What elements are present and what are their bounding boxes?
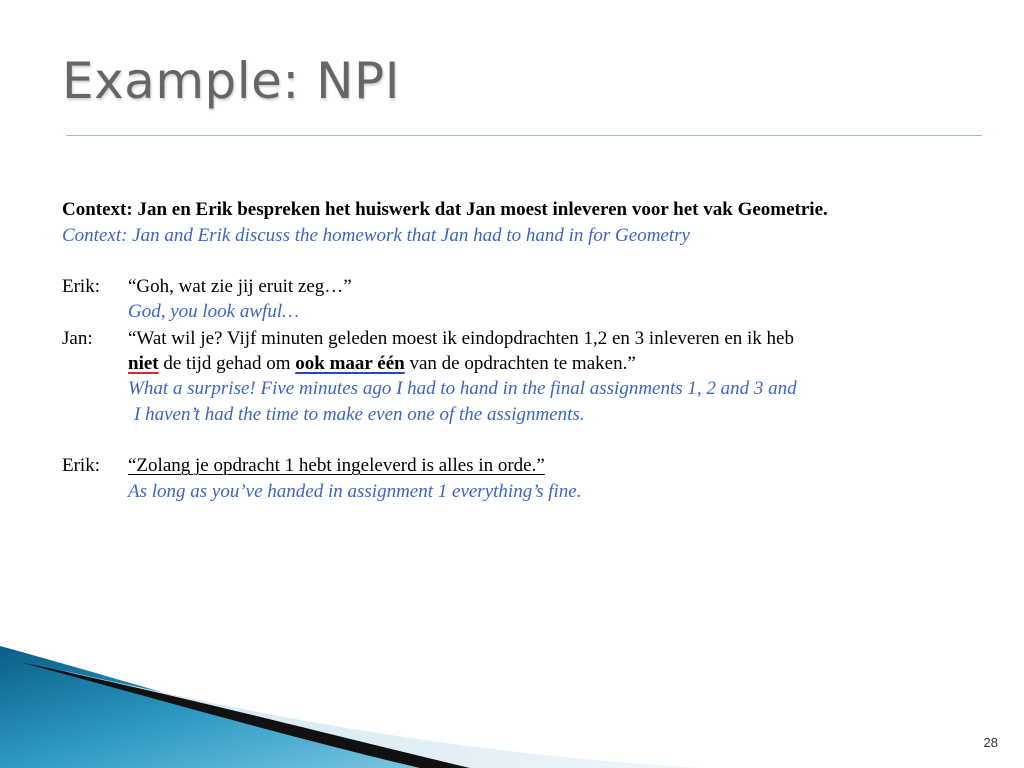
jan-line-dutch-2-end: van de opdrachten te maken.” (404, 353, 636, 374)
speaker-erik: Erik: (62, 276, 100, 297)
jan-line-dutch-2 (128, 352, 636, 376)
context-dutch: Context: Jan en Erik bespreken het huiswerk dat Jan moest inleveren voor het vak Geometrie. (62, 199, 828, 220)
title-divider (66, 135, 982, 136)
jan-line-english-1: What a surprise! Five minutes ago I had to hand in the final assignments 1, 2 and 3 and (128, 378, 797, 399)
jan-line-dutch-2-mid: de tijd gehad om (158, 353, 296, 374)
context-english: Context: Jan and Erik discuss the homework that Jan had to hand in for Geometry (62, 225, 690, 246)
decorative-swoosh (0, 640, 700, 768)
slide-title: Example: NPI (62, 52, 400, 110)
speaker-jan: Jan: (62, 328, 93, 349)
erik-line-english: God, you look awful… (128, 301, 299, 322)
erik-line-dutch: “Goh, wat zie jij eruit zeg…” (128, 276, 352, 297)
speaker-erik-2: Erik: (62, 455, 100, 476)
page-number: 28 (983, 735, 998, 750)
jan-line-dutch-1: “Wat wil je? Vijf minuten geleden moest ik eindopdrachten 1,2 en 3 inleveren en ik heb (128, 328, 794, 349)
jan-line-english-2: I haven’t had the time to make even one of the assignments. (134, 404, 585, 425)
highlight-ook-maar-een: ook maar één (295, 353, 405, 374)
erik-reply-dutch: “Zolang je opdracht 1 hebt ingeleverd is alles in orde.” (128, 455, 545, 476)
highlight-niet: niet (128, 353, 159, 374)
erik-reply-english: As long as you’ve handed in assignment 1 everything’s fine. (128, 481, 582, 502)
